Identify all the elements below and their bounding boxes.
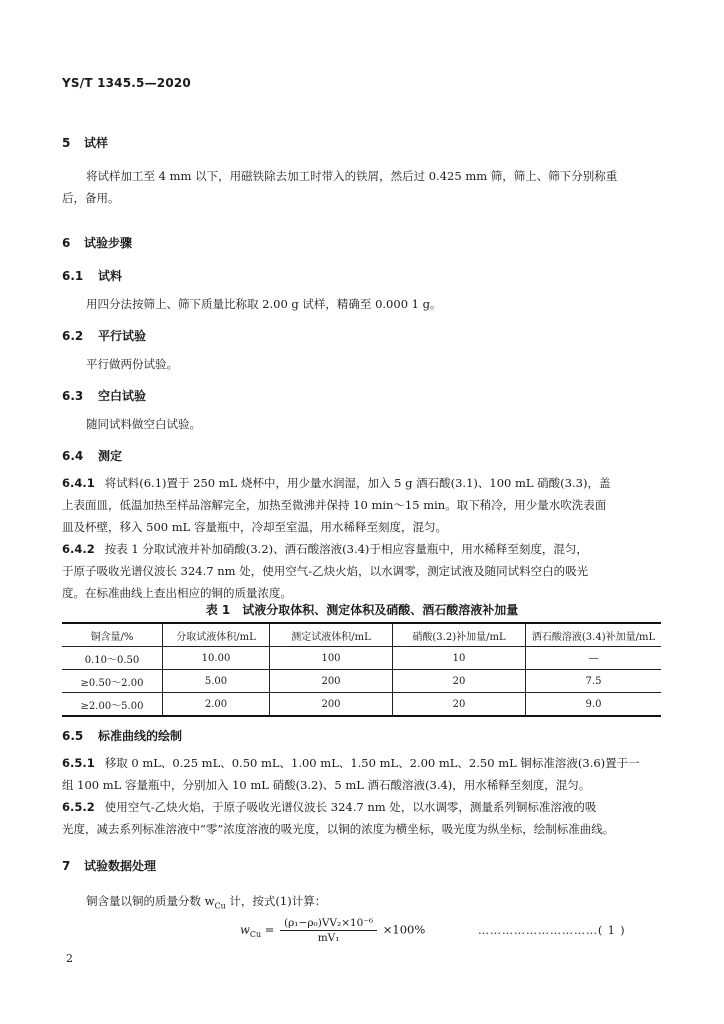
clause-line: 上表面皿，低温加热至样品溶解完全，加热至微沸并保持 10 min～15 min。取下稍冷，用少量水吹洗表面 (62, 498, 607, 512)
clause-line: 光度，减去系列标准溶液中“零”浓度溶液的吸光度，以铜的浓度为横坐标，吸光度为纵坐标，绘制标准曲线。 (62, 822, 615, 836)
table-cell: 100 (270, 647, 393, 670)
section-number: 6 (62, 236, 71, 250)
section-5-text-line2: 后，备用。 (62, 191, 120, 205)
section-5-text-line1: 将试样加工至 4 mm 以下，用磁铁除去加工时带入的铁屑，然后过 0.425 mm 筛，筛上、筛下分别称重 (86, 169, 618, 183)
table-header-row (62, 623, 661, 647)
page-number: 2 (66, 952, 73, 965)
table-header-cell: 分取试液体积/mL (163, 623, 270, 647)
clause-6-4-2 (62, 538, 662, 604)
section-6-2-text: 平行做两份试验。 (86, 357, 178, 371)
clause-line: 移取 0 mL、0.25 mL、0.50 mL、1.00 mL、1.50 mL、2.00 mL、2.50 mL 铜标准溶液(3.6)置于一 (104, 756, 640, 770)
section-number: 6.1 (62, 269, 84, 283)
formula-numerator: (ρ₁−ρ₀)VV₂×10⁻⁶ (280, 917, 377, 931)
section-number: 5 (62, 136, 71, 150)
table-cell: 9.0 (526, 693, 662, 717)
clause-line: 将试料(6.1)置于 250 mL 烧杯中，用少量水润湿，加入 5 g 酒石酸(3.1)、100 mL 硝酸(3.3)，盖 (104, 476, 611, 490)
standard-header: YS/T 1345.5—2020 (62, 76, 191, 90)
table-cell: 2.00 (163, 693, 270, 717)
clause-line: 按表 1 分取试液并补加硝酸(3.2)、酒石酸溶液(3.4)于相应容量瓶中，用水稀释至刻度，混匀， (104, 542, 588, 556)
section-6-4-heading (62, 447, 122, 464)
subscript: Cu (214, 901, 226, 911)
clause-number: 6.4.2 (62, 542, 95, 556)
clause-number: 6.4.1 (62, 476, 95, 490)
clause-line: 组 100 mL 容量瓶中，分别加入 10 mL 硝酸(3.2)、5 mL 酒石酸溶液(3.4)，用水稀释至刻度，混匀。 (62, 778, 591, 792)
table-header-cell: 铜含量/% (62, 623, 163, 647)
section-6-3-text: 随同试料做空白试验。 (86, 417, 201, 431)
clause-6-4-1 (62, 472, 662, 538)
section-title: 测定 (98, 449, 123, 463)
clause-line: 于原子吸收光谱仪波长 324.7 nm 处，使用空气-乙炔火焰，以水调零，测定试液及随同试料空白的吸光 (62, 564, 589, 578)
table-cell: ≥2.00～5.00 (62, 693, 163, 717)
formula-subscript: Cu (249, 929, 262, 939)
formula-equals: = (264, 922, 275, 937)
section-title: 空白试验 (98, 389, 147, 403)
text-run: 计，按式(1)计算： (225, 894, 327, 908)
section-title: 试样 (84, 136, 109, 150)
table-cell: 5.00 (163, 670, 270, 693)
section-6-1-heading (62, 267, 122, 284)
table-row (62, 693, 661, 717)
formula (240, 917, 425, 944)
section-number: 7 (62, 859, 71, 873)
section-6-2-heading (62, 327, 146, 344)
table-cell: 10.00 (163, 647, 270, 670)
clause-6-5-2 (62, 796, 662, 840)
clause-line: 皿及杯壁，移入 500 mL 容量瓶中，冷却至室温，用水稀释至刻度，混匀。 (62, 520, 447, 534)
table-cell: 7.5 (526, 670, 662, 693)
section-number: 6.2 (62, 329, 84, 343)
table-cell: 0.10～0.50 (62, 647, 163, 670)
section-7-heading (62, 857, 156, 874)
section-6-5-heading (62, 727, 182, 744)
section-title: 试验数据处理 (84, 859, 157, 873)
clause-number: 6.5.1 (62, 756, 95, 770)
section-6-1-text: 用四分法按筛上、筛下质量比称取 2.00 g 试样，精确至 0.000 1 g。 (86, 297, 442, 311)
clause-line: 度。在标准曲线上查出相应的铜的质量浓度。 (62, 586, 292, 600)
section-title: 平行试验 (98, 329, 147, 343)
formula-fraction (280, 917, 377, 944)
table-row (62, 670, 661, 693)
section-6-heading (62, 234, 132, 251)
data-table (62, 622, 661, 717)
section-5-heading (62, 134, 108, 151)
table-header-cell: 酒石酸溶液(3.4)补加量/mL (526, 623, 662, 647)
clause-6-5-1 (62, 752, 662, 796)
section-title: 试验步骤 (84, 236, 133, 250)
section-number: 6.5 (62, 729, 84, 743)
formula-number: …………………………( 1 ) (478, 924, 626, 937)
section-number: 6.3 (62, 389, 84, 403)
table-caption: 表 1 试液分取体积、测定体积及硝酸、酒石酸溶液补加量 (205, 603, 519, 617)
table-cell: — (526, 647, 662, 670)
table-cell: 20 (393, 693, 526, 717)
section-number: 6.4 (62, 449, 84, 463)
table-cell: 200 (270, 670, 393, 693)
table-cell: ≥0.50～2.00 (62, 670, 163, 693)
formula-tail: ×100% (382, 922, 426, 937)
table-header-cell: 测定试液体积/mL (270, 623, 393, 647)
table-cell: 200 (270, 693, 393, 717)
table-header-cell: 硝酸(3.2)补加量/mL (393, 623, 526, 647)
section-6-3-heading (62, 387, 146, 404)
clause-line: 使用空气-乙炔火焰，于原子吸收光谱仪波长 324.7 nm 处，以水调零，测量系列铜标准溶液的吸 (104, 800, 597, 814)
formula-denominator: mV₁ (317, 932, 340, 944)
text-run: 铜含量以铜的质量分数 w (86, 894, 215, 908)
formula-lhs: w (240, 922, 250, 937)
table-cell: 20 (393, 670, 526, 693)
section-title: 试料 (98, 269, 123, 283)
section-title: 标准曲线的绘制 (98, 729, 183, 743)
clause-number: 6.5.2 (62, 800, 95, 814)
section-7-text (86, 890, 326, 917)
table-row (62, 647, 661, 670)
table-cell: 10 (393, 647, 526, 670)
